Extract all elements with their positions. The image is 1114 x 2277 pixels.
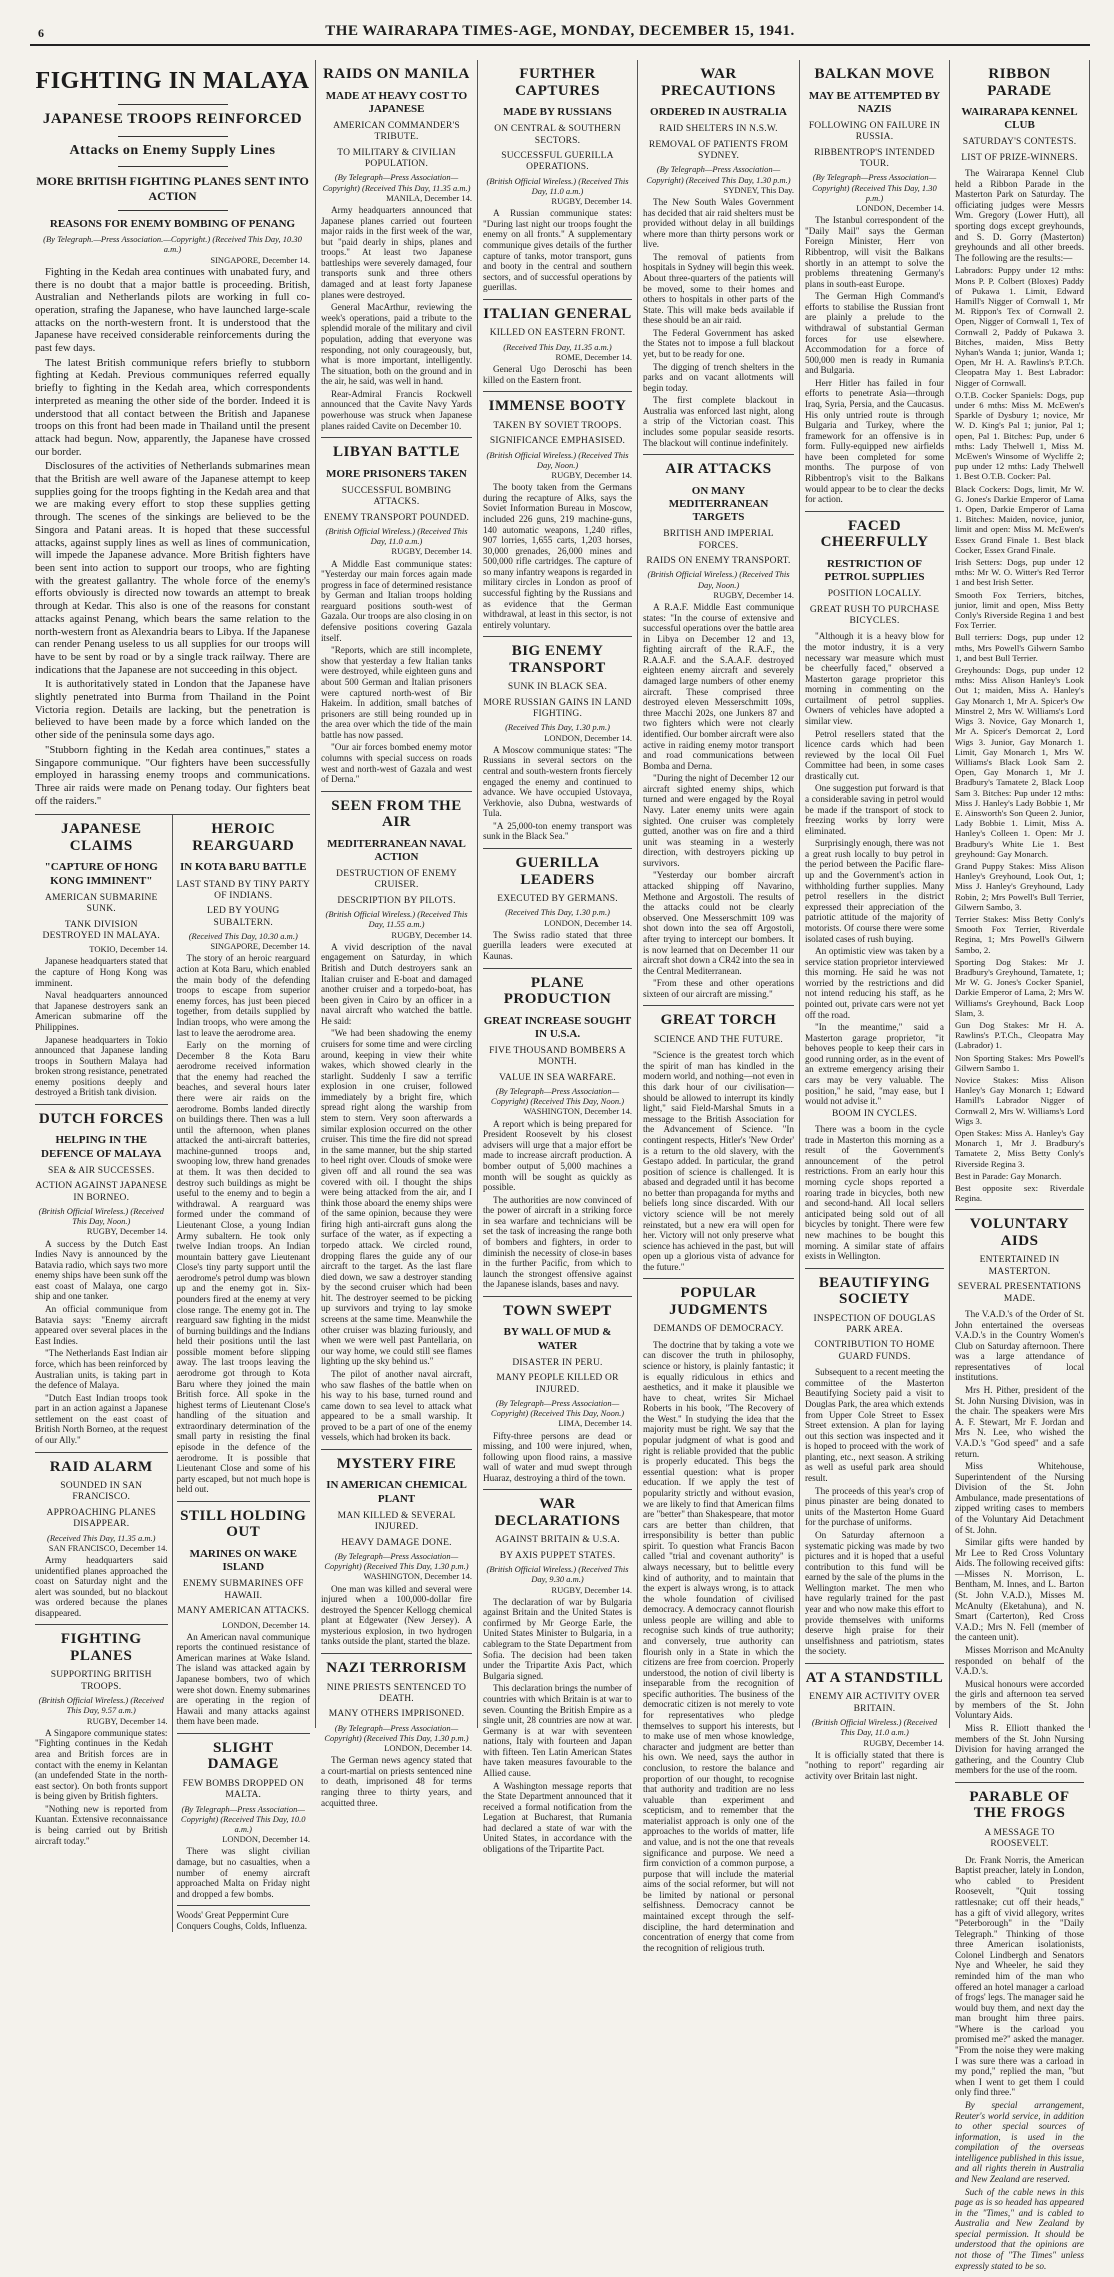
paragraph: The Federal Government has asked the States not to impose a full blackout yet, but to be ready for one.	[643, 327, 794, 360]
article-slight-damage	[177, 1734, 311, 1906]
article-immense-booty	[483, 392, 632, 637]
deck: SUNK IN BLACK SEA.	[507, 682, 608, 693]
article-mystery-fire	[321, 1450, 472, 1654]
headline: WAR PRECAUTIONS	[661, 66, 776, 99]
credit: (By Telegraph—Press Association—Copyright) (Received This Day, 1.30 p.m.)	[646, 164, 791, 185]
paragraph: Such of the cable news in this page as is so headed has appeared in the "Times," and is cabled to Australia and New Zealand by special permission. It should be understood that the opinions are not those of "The Times" unless expressly stated to be so.	[955, 2186, 1084, 2271]
paragraph: "Science is the greatest torch which the spirit of man has kindled in the modern world, and nothing—not even in this dark hour of our civilisation—should be allowed to interrupt its kindly light," said Field-Marshal Smuts in a message to the British Association for the Advancement of Science. "In contingent respects, Hitler's 'New Order' is a return to the old slavery, with the Gestapo added. In particular, the grand position of science is challenged. It is abased and degraded until it has become no better than propaganda for myths and beliefs long since discarded. With our victory science will be not merely reinstated, but a new era will open for her. Victory will not only preserve what science has achieved in the past, but will open up a glorious vista of advance for the future."	[643, 1050, 794, 1272]
headline: PARABLE OF THE FROGS	[969, 1788, 1070, 1822]
paragraph: The German news agency stated that a court-martial on priests sentenced nine to death, imprisoned 48 for terms ranging three to thirty years, and acquitted three.	[321, 1755, 472, 1808]
results-paragraph: Non Sporting Stakes: Mrs Powell's Gilwern Sambo 1.	[955, 1052, 1084, 1073]
deck: SATURDAY'S CONTESTS.	[962, 137, 1077, 148]
deck: REMOVAL OF PATIENTS FROM SYDNEY.	[648, 139, 789, 161]
credit: (By Telegraph—Press Association—Copyright) (Received This Day, Noon.)	[490, 1086, 625, 1107]
headline: WAR DECLARATIONS	[494, 1496, 621, 1529]
results-paragraph: O.T.B. Cocker Spaniels: Dogs, pup under 6 mths: Miss M. McEwen's Sparkle of Dysbury 1; novice, Mr W. D. King's Pal 1; junior, Pal 1; open, Pal 1. Bitches: Pup, under 6 mths: Lady Thelwell 1, Miss M. McEwen's Winsome of Wycliffe 2; pup under 12 mths: Lady Thelwell 1. Best O.T.B. Cocker: Pal.	[955, 389, 1084, 482]
deck: SUCCESSFUL BOMBING ATTACKS.	[341, 485, 452, 508]
headline: PLANE PRODUCTION	[503, 974, 612, 1008]
deck: LAST STAND BY TINY PARTY OF INDIANS.	[176, 879, 310, 901]
headline: HEROIC REARGUARD	[192, 821, 295, 854]
headline: FIGHTING PLANES	[60, 1631, 142, 1664]
headline: MYSTERY FIRE	[336, 1455, 457, 1472]
paragraph: "From these and other operations sixteen of our aircraft are missing."	[643, 978, 794, 999]
headline: GREAT TORCH	[660, 1012, 777, 1029]
masthead	[30, 22, 1090, 46]
headline: RIBBON PARADE	[987, 66, 1052, 99]
dateline: LONDON, December 14.	[384, 1743, 472, 1754]
credit: (British Official Wireless.) (Received This Day, Noon.)	[647, 569, 790, 590]
deck: BY AXIS PUPPET STATES.	[499, 1550, 616, 1561]
deck: MAY BE ATTEMPTED BY NAZIS	[808, 89, 941, 115]
deck: VALUE IN SEA WARFARE.	[499, 1072, 616, 1083]
dateline: RUGBY, December 14.	[86, 1715, 168, 1726]
headline: TOWN SWEPT	[503, 1302, 612, 1319]
deck: SEVERAL PRESENTATIONS MADE.	[957, 1282, 1082, 1304]
results-paragraph: Terrier Stakes: Miss Betty Conly's Smooth Fox Terrier, Riverdale Regina, 1; Mrs Powell's Gilwern Sambo, 2.	[955, 913, 1084, 955]
headline: LIBYAN BATTLE	[333, 444, 460, 461]
paragraph: General Ugo Deroschi has been killed on the Eastern front.	[483, 364, 632, 385]
deck: ENEMY TRANSPORT POUNDED.	[323, 512, 470, 523]
credit: (By Telegraph—Press Association—Copyright) (Received This Day, 1.30 p.m.)	[324, 1722, 469, 1743]
paragraph: The first complete blackout in Australia was enforced last night, along a strip of the Victorian coast. This includes some popular seaside resorts. The blackout will continue indefinitely.	[643, 395, 794, 448]
dateline: SYDNEY, This Day.	[723, 184, 794, 195]
deck: ENEMY SUBMARINES OFF HAWAII.	[182, 1579, 304, 1601]
article-raid-alarm	[35, 1453, 168, 1626]
deck: WAIRARAPA KENNEL CLUB	[961, 106, 1078, 132]
results-paragraph: Novice Stakes: Miss Alison Hanley's Gay Monarch 1; Edward Hamill's Labrador Nigger of Cornwall 2, Mrs W. Williams's Lord Wigs 3.	[955, 1075, 1084, 1126]
article-at-a-standstill	[805, 1664, 944, 1788]
dateline: RUGBY, December 14.	[713, 589, 794, 600]
article-great-torch	[643, 1006, 794, 1279]
paragraph: An optimistic view was taken by a service station proprietor interviewed this morning. He said he was not worried by the restrictions and did not intend reducing his staff, as he pointed out, private cars were not yet off the road.	[805, 946, 944, 1020]
paragraph: "Dutch East Indian troops took part in an action against a Japanese settlement on the east coast of British North Borneo, at the request of our Ally."	[35, 1392, 168, 1445]
deck: LIST OF PRIZE-WINNERS.	[961, 152, 1078, 163]
results-paragraph: Irish Setters: Dogs, pup under 12 mths: Mr W. O. Witter's Red Terror 1 and best Irish Setter.	[955, 557, 1084, 588]
credit: (Received This Day, 10.30 a.m.)	[188, 931, 298, 942]
article-heroic-rearguard	[177, 815, 311, 1502]
deck: AGAINST BRITAIN & U.S.A.	[495, 1535, 620, 1546]
page-number: 6	[38, 26, 44, 40]
column-6	[950, 60, 1090, 2271]
dateline: WASHINGTON, December 14.	[523, 1106, 632, 1117]
article-fighting-in-malaya	[35, 60, 310, 815]
deck: SOUNDED IN SAN FRANCISCO.	[60, 1481, 143, 1503]
dateline: TOKIO, December 14.	[89, 944, 168, 955]
results-paragraph: Gun Dog Stakes: Mr H. A. Rawlins's P.T.Ch., Cleopatra May (Labrador) 1.	[955, 1019, 1084, 1051]
headline: SLIGHT DAMAGE	[207, 1739, 279, 1773]
article-still-holding-out	[177, 1502, 311, 1734]
paragraph: The Istanbul correspondent of the "Daily Mail" says the German Foreign Minister, Herr von Ribbentrop, will visit the Balkans shortly in an attempt to solve the problems threatening Germany's plans in south-east Europe.	[805, 215, 944, 289]
article-parable-of-the-frogs	[955, 1783, 1084, 2277]
deck: FOLLOWING ON FAILURE IN RUSSIA.	[808, 120, 941, 143]
dateline: LONDON, December 14.	[222, 1619, 310, 1630]
deck: CONTRIBUTION TO HOME GUARD FUNDS.	[814, 1340, 935, 1362]
dateline: ROME, December 14.	[555, 352, 632, 363]
paragraph: "Our air forces bombed enemy motor columns with special success on roads west and north-west of Gazala and west of Derna."	[321, 742, 472, 785]
paragraph: The doctrine that by taking a vote we can discover the truth in philosophy, science or history, is plainly fantastic; it is equally ridiculous in ethics and aesthetics, and it make it plausible we have to cheat, writes Sir Michael Roberts in his book, "The Recovery of the West." In studying the idea that the majority must be right. We say that the popular judgment of what is good and right is reliable provided that the public is properly educated. This begs the essential question: what is proper education. If we apply the test of popularity strictly and without evasion, we are likely to find that American films are "better" than Shakespeare, that motor cars are better than children, that irresponsibility is better than public spirit. To question what Francis Bacon called "trial and covenant authority" is always necessary, but to belittle every kind of authority, and to maintain that the expert is always wrong, is to attack the whole foundation of civilised democracy. A democracy cannot flourish unless people are willing and able to recognise such kinds of true authority; and conversely, true authority can flourish only in a State in which the citizens are free from coercion. Properly understood, the notion of civil liberty is inseparable from the recognition of specific authorities. The business of the democratic citizen is not merely to vote for representatives who pledge themselves to support his interests, but to make use of men whose knowledge, character and judgment are better than his own. We need, says the author in conclusion, to restore the balance and proportion of our thought, to recognise that authority and tradition are no less valuable than experiment and scepticism, and to remember that the materialist approach is only one of the approaches to the worlds of matter, life and value, and is not the one that reveals significance and purpose. We need a firm conviction of a common purpose, a purpose that will include the material aims of the social reformer, but will not be limited by national or personal selfishness. Democracy cannot be maintained except through the self-discipline, the hard determination and concentration of energy that come from the recognition of religious truth.	[643, 1339, 794, 1953]
deck: EXECUTED BY GERMANS.	[497, 894, 618, 905]
credit: (By Telegraph—Press Association—Copyright) (Received This Day, 1.30 p.m.)	[324, 1551, 469, 1572]
paragraph: Fifty-three persons are dead or missing, and 100 were injured, when, following upon flood rains, a massive wall of water and mud swept through Huaraz, destroying a third of the town.	[483, 1430, 632, 1483]
dateline: MANILA, December 14.	[386, 192, 472, 203]
deck: MORE BRITISH FIGHTING PLANES SENT INTO ACTION	[36, 174, 309, 203]
paragraph: "Nothing new is reported from Kuantan. Extensive reconnaissance is being carried out by British aircraft today."	[35, 1803, 168, 1846]
headline: AIR ATTACKS	[665, 461, 772, 478]
paragraph: A success by the Dutch East Indies Navy is announced by the Batavia radio, which says two more enemy ships have been sunk off the east coast of Malaya, one cargo ship and one tanker.	[35, 1238, 168, 1302]
dateline: RUGBY, December 14.	[551, 1584, 632, 1595]
paragraph: Rear-Admiral Francis Rockwell announced that the Cavite Navy Yards powerhouse was struck when Japanese planes raided Cavite on December 10.	[321, 388, 472, 431]
deck: TANK DIVISION DESTROYED IN MALAYA.	[42, 919, 160, 941]
paragraph: A Moscow communique states: "The Russians in several sectors on the central and south-western fronts fiercely engaged the enemy and continued to advance. We have occupied Ustovaya, Verkhovie, also Dubna, westwards of Tula.	[483, 744, 632, 819]
paragraph: Similar gifts were handed by Mr Lee to Red Cross Voluntary Aids. The following received gifts:—Misses N. Morrison, L. Bentham, M. Innes, and L. Barton (St. John V.A.D.), Misses M. McAnulty (Eketahuna), and N. Smart (Carterton), Red Cross V.A.D.; Mrs N. Fell (member of the canteen unit).	[955, 1537, 1084, 1643]
paragraph: Japanese headquarters in Tokio announced that Japanese landing troops in Southern Malaya had broken strong resistance, penetrated enemy positions deeply and destroyed a British tank division.	[35, 1034, 168, 1098]
dateline: RUGBY, December 14.	[551, 470, 632, 481]
deck: KILLED ON EASTERN FRONT.	[489, 328, 626, 339]
paragraph: "Stubborn fighting in the Kedah area continues," states a Singapore communique. "Our fighters have been successfully employed in harassing enemy troops and communications. Three air raids were made on Penang today. Our fighters beat off the raiders."	[35, 744, 310, 807]
headline: NAZI TERRORISM	[326, 1660, 467, 1677]
credit: (British Official Wireless.) (Received This Day, Noon.)	[38, 1206, 164, 1227]
paragraph: The authorities are now convinced of the power of aircraft in a striking force in sea warfare and technicians will be set the task of increasing the range both of bombers and fighters, in order to diminish the necessity of close-in bases in the further Pacific, from which to launch the strongest offensive against the Japanese islands, bases and navy.	[483, 1194, 632, 1290]
dateline: SINGAPORE, December 14.	[210, 941, 310, 952]
deck: MAN KILLED & SEVERAL INJURED.	[337, 1510, 456, 1533]
headline: RAID ALARM	[49, 1458, 153, 1475]
deck: RAID SHELTERS IN N.S.W.	[659, 124, 778, 135]
results-paragraph: Black Cockers: Dogs, limit, Mr W. G. Jones's Darkie Emperor of Lama 1. Open, Darkie Emperor of Lama 1. Bitches: Maiden, novice, junior, limit and open: Miss M. McEwen's Essex Grand Finale 1. Best black Cocker, Essex Grand Finale.	[955, 483, 1084, 555]
deck: RESTRICTION OF PETROL SUPPLIES	[824, 557, 925, 583]
deck: MORE PRISONERS TAKEN	[326, 467, 467, 480]
deck: DEMANDS OF DEMOCRACY.	[653, 1324, 784, 1335]
article-town-swept	[483, 1297, 632, 1491]
deck: DISASTER IN PERU.	[512, 1357, 603, 1368]
paragraph: On Saturday afternoon a systematic picking was made by two pictures and it is hoped that a useful contribution to this fund will be earned by the sale of the plums in the Wellington market. The men who have regularly trained for the past year and who now make this effort to provide themselves with uniforms deserve high praise for their unselfishness and patriotism, states the society.	[805, 1529, 944, 1657]
deck: MADE AT HEAVY COST TO JAPANESE	[325, 89, 468, 115]
results-paragraph: Smooth Fox Terriers, bitches, junior, limit and open, Miss Betty Conly's Riverside Regina 1 and best Fox Terrier.	[955, 589, 1084, 631]
deck: Attacks on Enemy Supply Lines	[69, 142, 276, 158]
article-guerilla-leaders	[483, 849, 632, 969]
dateline: LONDON, December 14.	[222, 1834, 310, 1845]
paragraph: "A 25,000-ton enemy transport was sunk in the Black Sea."	[483, 820, 632, 842]
paragraph: A Washington message reports that the State Department announced that it received a formal notification from the Legation at Bucharest, that Rumania had declared a state of war with the United States, in accordance with the obligations of the Tripartite Pact.	[483, 1780, 632, 1855]
deck: MANY PEOPLE KILLED OR INJURED.	[496, 1373, 619, 1395]
credit: (By Telegraph—Press Association—Copyright) (Received This Day, Noon.)	[490, 1397, 625, 1419]
column-2	[316, 60, 478, 1808]
dateline: RUGBY, December 14.	[86, 1226, 168, 1237]
column-5	[800, 60, 950, 1781]
deck: MEDITERRANEAN NAVAL ACTION	[327, 837, 466, 863]
credit: (By Telegraph.—Press Association.—Copyright.) (Received This Day, 10.30 a.m.)	[43, 234, 302, 255]
deck: ENEMY AIR ACTIVITY OVER BRITAIN.	[809, 1692, 940, 1714]
dateline: LONDON, December 14.	[856, 203, 944, 213]
paragraph: Fighting in the Kedah area continues with unabated fury, and there is no doubt that a major battle is proceeding. British, Australian and Netherlands pilots are working in full co-operation, strafing the Japanese, who have launched large-scale attacks on the north-western front. It is understood that the Japanese have received considerable reinforcements during the past few days.	[35, 266, 310, 355]
deck: ON MANY MEDITERRANEAN TARGETS	[668, 484, 769, 524]
article-raids-on-manila	[321, 60, 472, 438]
article-voluntary-aids	[955, 1210, 1084, 1782]
article-ribbon-parade	[955, 60, 1084, 1210]
paragraph: The story of an heroic rearguard action at Kota Baru, which enabled the main body of the defending troops to escape from superior enemy forces, has just been pieced together, from details supplied by Indian troops, who were among the last to leave the aerodrome area.	[176, 953, 310, 1038]
deck: TAKEN BY SOVIET TROOPS.	[493, 420, 622, 431]
article-dutch-forces	[35, 1105, 168, 1453]
paragraph: It is officially stated that there is "nothing to report" regarding air activity over Britain last night.	[805, 1749, 944, 1781]
paragraph: "During the night of December 12 our aircraft sighted enemy ships, which turned and were engaged by the Royal Navy. Later enemy units were again sighted. One cruiser was completely gutted, another was on fire and a third unit was steaming in a westerly direction, with destroyers picking up survivors.	[643, 773, 794, 868]
paragraph: Dr. Frank Norris, the American Baptist preacher, lately in London, who cabled to President Roosevelt, "Quit tossing rattlesnake; cut off their heads," has a gift of vivid allegory, writes "Peterborough" in the "Daily Telegraph." Thinking of those three American isolationists, Colonel Lindbergh and Senators Nye and Wheeler, he said they reminded him of the man who offered an hotel manager a carload of frogs' legs. The manager said he would buy them, and next day the man brought him three pairs. "Where is the carload you promised me?" asked the manager. "From the noise they were making I was sure there was a carload in my pond," replied the man, "but when I went to get them I could only find three."	[955, 1854, 1084, 2098]
deck: MANY AMERICAN ATTACKS.	[177, 1606, 310, 1617]
deck: JAPANESE TROOPS REINFORCED	[42, 111, 303, 128]
paragraph: The declaration of war by Bulgaria against Britain and the United States is confirmed by Mr George Earle, the United States Minister to Bulgaria, in a cablegram to the State Department from Sofia. The decision had been taken under the Tripartite Axis Pact, which Bulgaria signed.	[483, 1596, 632, 1681]
paragraph: A Middle East communique states: "Yesterday our main forces again made progress in face of determined resistance by German and Italian troops holding rearguard positions south-west of Gazala. Our troops are also closing in on defensive positions covering Gazala itself.	[321, 558, 472, 643]
deck: MADE BY RUSSIANS	[503, 106, 612, 118]
credit: (By Telegraph—Press Association—Copyright) (Received This Day, 11.35 a.m.)	[322, 172, 471, 193]
deck: BY WALL OF MUD & WATER	[503, 1326, 612, 1352]
article-fighting-planes	[35, 1625, 168, 1852]
paragraph: A Singapore communique states: "Fighting continues in the Kedah area and British forces are in contact with the enemy in Kelantan (an undefended State in the north-east sector). On both fronts support is being given by British fighters.	[35, 1727, 168, 1802]
article-faced-cheerfully	[805, 512, 944, 1269]
paragraph: Musical honours were accorded the girls and afternoon tea served by members of the St. John Voluntary Aids.	[955, 1678, 1084, 1721]
paragraph: An American naval communique reports the continued resistance of American marines at Wake Island. The island was attacked again by Japanese bombers, two of which were shot down. Enemy submarines are operating in the region of Hawaii and many attacks against them have been made.	[176, 1631, 310, 1727]
deck: HEAVY DAMAGE DONE.	[341, 1537, 452, 1548]
headline: BALKAN MOVE	[814, 66, 935, 82]
paragraph: Misses Morrison and McAnulty responded on behalf of the V.A.D.'s.	[955, 1644, 1084, 1677]
paragraph: The booty taken from the Germans during the recapture of Alks, says the Soviet Information Bureau in Moscow, included 226 guns, 219 machine-guns, 140 automatic weapons, 1,240 rifles, 907 lorries, 1,655 carts, 1,203 horses, 30,000 grenades, 26,000 mines and 500,000 rifle cartridges. The capture of so many infantry weapons is regarded in military circles in London as proof of successful fighting by the Russians and as evidence that the German withdrawal, at least in this sector, is not entirely voluntary.	[483, 482, 633, 630]
deck: ACTION AGAINST JAPANESE IN BORNEO.	[35, 1181, 168, 1203]
article-balkan-move	[805, 60, 944, 512]
paragraph: A R.A.F. Middle East communique states: "In the course of extensive and successful operations over the battle area in Libya on December 12 and 13, fighting aircraft of the R.A.F., the R.A.A.F. and the S.A.A.F. destroyed eighteen enemy aircraft and severely damaged large numbers of other enemy aircraft. These comprised three destroyed eleven Messerschmitt 109s, three Macchi 202s, one Junkers 87 and two fighters which were not clearly identified. Our bomber aircraft were also active in raiding enemy motor transport and road communications between Bomba and Derna.	[643, 602, 794, 771]
deck: FIVE THOUSAND BOMBERS A MONTH.	[489, 1045, 626, 1068]
deck: GREAT INCREASE SOUGHT IN U.S.A.	[483, 1014, 632, 1040]
paragraph: Herr Hitler has failed in four efforts to penetrate Asia—through Iraq, Syria, Persia, and the Caucasus. His only untried route is through Bulgaria and Turkey, where the framework for an offensive is in form. Fully-equipped new airfields have been completed for some months. The purpose of von Ribbentrop's visit to the Balkans would appear to be to clear the decks for action.	[805, 377, 944, 505]
headline: ITALIAN GENERAL	[483, 305, 632, 322]
paragraph: "Reports, which are still incomplete, show that yesterday a few Italian tanks were destroyed, while eighteen guns and about 500 German and Italian prisoners were captured north-west of Bir Hakeim. In addition, small batches of prisoners are still being rounded up in the area over which the tide of the main battle has now passed.	[321, 645, 472, 740]
headline: IMMENSE BOOTY	[488, 398, 627, 415]
credit: (British Official Wireless.) (Received This Day, 11.0 a.m.)	[486, 175, 629, 196]
masthead-title: THE WAIRARAPA TIMES-AGE, MONDAY, DECEMBER 15, 1941.	[325, 23, 795, 39]
credit: (British Official Wireless.) (Received This Day, Noon.)	[486, 449, 629, 470]
dateline: LONDON, December 14.	[544, 917, 632, 928]
credit: (Received This Day, 1.30 p.m.)	[505, 722, 610, 733]
deck: SEA & AIR SUCCESSES.	[48, 1165, 155, 1176]
column-3	[478, 60, 638, 1855]
paragraph: The proceeds of this year's crop of pinus pinaster are being donated to units of the Masterton Home Guard for the purchase of uniforms.	[805, 1485, 944, 1528]
credit: (Received This Day, 11.35 a.m.)	[503, 341, 612, 352]
headline: RAIDS ON MANILA	[323, 66, 470, 82]
headline: POPULAR JUDGMENTS	[669, 1285, 768, 1318]
paragraph: Japanese headquarters stated that the capture of Hong Kong was imminent.	[35, 956, 168, 988]
deck: RIBBENTROP'S INTENDED TOUR.	[814, 147, 935, 170]
results-paragraph: Sporting Dog Stakes: Mr J. Bradbury's Greyhound, Tamatete, 1; Mr W. G. Jones's Cocker Spaniel, Darkie Emperor of Lama, 2; Mrs W. Williams's Greyhound, Back Loop Slam, 3.	[955, 956, 1084, 1018]
paragraph: "Although it is a heavy blow for the motor industry, it is a very necessary war measure which must be cheerfully faced," observed a Masterton garage proprietor this morning in commenting on the curtailment of petrol supplies. Owners of vehicles have adopted a similar view.	[805, 631, 944, 726]
paragraph: Subsequent to a recent meeting the committee of the Masterton Beautifying Society paid a visit to Douglas Park, the area which extends from Upper Cole Street to Essex Street extension. A plan for laying out this section was inspected and it is hoped to proceed with the work of planting, etc., next season. A striking as well as useful park area should result.	[805, 1367, 944, 1484]
credit: (British Official Wireless.) (Received This Day, 11.55 a.m.)	[325, 909, 468, 930]
credit: (British Official Wireless.) (Received This Day, 9.30 a.m.)	[486, 1564, 629, 1585]
results-paragraph: Greyhounds: Dogs, pup under 12 mths: Miss Alison Hanley's Look Out 1; maiden, Miss A. Hanley's Gay Monarch 1, Mr A. Spicer's Ow Minstrel 2, Mrs W. Williams's Lord Wigs 3. Novice, Gay Monarch 1, Mr A. Spicer's Demorcat 2, Lord Wigs 3. Junior, Gay Monarch 1. Limit, Gay Monarch 1, Mrs W. Williams's Black Look Sam 2. Open, Gay Monarch 1, Mr J. Bradbury's Tamatete 2, Black Loop Sam 3. Bitches: Pup under 12 mths: Miss J. Hanley's Lady Bobbie 1, Mr E. Ainsworth's Son Queen 2. Junior, Lady Bobbie 1. Limit, Miss A. Hanley's Colleen 1. Open: Mr J. Bradbury's White Lie 1. Best greyhound: Gay Monarch.	[955, 665, 1084, 859]
article-italian-general	[483, 300, 632, 392]
deck: SUCCESSFUL GUERILLA OPERATIONS.	[501, 150, 614, 173]
paragraph: The German High Command's efforts to stabilise the Russian front are plainly a prelude to the withdrawal of substantial German forces for use elsewhere. Accommodation for a force of 500,000 men is ready in Rumania and Bulgaria.	[805, 291, 944, 376]
deck: REASONS FOR ENEMY BOMBING OF PENANG	[49, 218, 296, 231]
dateline: RUGBY, December 14.	[863, 1737, 944, 1748]
deck: LED BY YOUNG SUBALTERN.	[207, 906, 280, 928]
headline: AT A STANDSTILL	[805, 1669, 944, 1686]
paragraph: A report which is being prepared for President Roosevelt by his closest advisers will urge that a major effort be made to increase aircraft production. A bomber output of 5,000 machines a month will be sought as quickly as possible.	[483, 1118, 632, 1193]
headline: FIGHTING IN MALAYA	[35, 68, 310, 94]
paragraph: The Swiss radio stated that three guerilla leaders were executed at Kaunas.	[483, 929, 632, 961]
paragraph: "The Netherlands East Indian air force, which has been reinforced by Australian units, is taking part in the defence of Malaya.	[35, 1348, 168, 1391]
article-big-enemy-transport	[483, 637, 632, 849]
paragraph: Disclosures of the activities of Netherlands submarines mean that the British are well aware of the Japanese attempt to keep supplies going for the troops fighting in the Kedah area and that we are making every effort to stop these supplies getting through. The scenes of the sinkings are believed to be the Singora and Patani areas. It is hoped that these successful attacks, against supply lines as well as lines of communication, will impede the Japanese advance. More British fighters have been sent into action to support our troops, who are fighting with the greatest gallantry. The whole force of the enemy's efforts obviously is directed now towards an attempt to break through at Kedar. This also is one of the reasons for constant attacks against Penang, which bears the same relation to the north-western front as Alexandria bears to Libya. If the Japanese can render Penang useless to us all supplies for our troops will have to be sent by road or by a single track railway. There are indications that the Japanese are not succeeding in this object.	[35, 461, 310, 676]
deck: "CAPTURE OF HONG KONG IMMINENT"	[44, 861, 158, 887]
paragraph: Surprisingly enough, there was not a great rush locally to buy petrol in the period between the Pacific flare-up and the Government's action in withholding further supplies. Many petrol resellers in the district expressed their appreciation of the patriotic attitude of the majority of motorists. Of course there were some isolated cases of rush buying.	[805, 838, 944, 944]
deck: BRITISH AND IMPERIAL FORCES.	[663, 529, 774, 551]
paragraph: "We had been shadowing the enemy cruisers for some time and were circling around, keeping in view their white wakes, which showed clearly in the starlight. Suddenly I saw a terrific explosion in one cruiser, followed immediately by a bright fire, which spread right along the warship from stem to stern. Very soon afterwards a similar explosion occurred on the other cruiser. This time the fire did not spread in the same manner, but the ship started to heel right over. Clouds of smoke were given off and all round the sea was covered with oil. I thought the ships were being attacked from the air, and I think those aboard the enemy ships were of the same opinion, because they were firing high anti-aircraft guns along the surface of the water, as if expecting a torpedo attack. We circled round, dropping flares the guide any of our aircraft to the target. As the last flare died down, we saw a destroyer standing by the second cruiser which had been hit. The destroyer seemed to be picking up survivors and trying to lay smoke screens at the same time. Meanwhile the other cruiser was blazing furiously, and when we were well past Pantellaria, on our way home, we could still see flames lighting up the sky behind us."	[321, 1028, 472, 1367]
credit: (British Official Wireless.) (Received This Day, 11.0 a.m.)	[325, 526, 468, 547]
results-paragraph: Grand Puppy Stakes: Miss Alison Hanley's Greyhound, Look Out, 1; Miss J. Hanley's Greyhound, Lady Robin, 2; Mrs Powell's Bull Terrier, Gilwern Sambo, 3.	[955, 860, 1084, 912]
deck: IN AMERICAN CHEMICAL PLANT	[326, 1479, 467, 1505]
column-1	[30, 60, 316, 1932]
headline: JAPANESE CLAIMS	[61, 821, 142, 854]
column-4	[638, 60, 800, 1953]
dateline: RUGBY, December 14.	[391, 546, 472, 557]
paragraph: An official communique from Batavia says: "Enemy aircraft appeared over several places in the East Indies.	[35, 1304, 168, 1346]
deck: RAIDS ON ENEMY TRANSPORT.	[646, 556, 791, 567]
paragraph: "In the meantime," said a Masterton garage proprietor, "it behoves people to keep their cars in good running order, as in the event of an extreme emergency arising their cars may be very valuable. The position," he said, "may ease, but I would not advise it."	[805, 1022, 944, 1107]
dateline: SINGAPORE, December 14.	[210, 254, 310, 265]
deck: SCIENCE AND THE FUTURE.	[654, 1034, 783, 1045]
article-further-captures	[483, 60, 632, 300]
article-plane-production	[483, 969, 632, 1297]
headline: GUERILLA LEADERS	[515, 855, 600, 888]
deck: SUPPORTING BRITISH TROOPS.	[50, 1670, 152, 1692]
paragraph: There was a boom in the cycle trade in Masterton this morning as a result of the Government's announcement of the petrol restrictions. From an early hour this morning cycle shops reported a roaring trade in bicycles, both new and second-hand. All local sellers anticipated being sold out of all bicycles by tonight. There were few new machines to be bought this morning. A similar state of affairs exists in Wellington.	[805, 1124, 944, 1262]
deck: TO MILITARY & CIVILIAN POPULATION.	[337, 147, 456, 170]
deck: FEW BOMBS DROPPED ON MALTA.	[182, 1778, 304, 1801]
paragraph: By special arrangement, Reuter's world service, in addition to other special sources of information, is used in the compilation of the overseas intelligence published in this issue, and all rights therein in Australia and New Zealand are reserved.	[955, 2099, 1084, 2184]
paragraph: Petrol resellers stated that the licence cards which had been reviewed by the local Oil Fuel Committee had been, in some cases drastically cut.	[805, 728, 944, 781]
dateline: WASHINGTON, December 14.	[363, 1571, 472, 1582]
deck: POSITION LOCALLY.	[827, 589, 922, 600]
article-seen-from-the-air	[321, 792, 472, 1450]
dateline: RUGBY, December 14.	[551, 196, 632, 207]
article-libyan-battle	[321, 438, 472, 792]
paragraph: One man was killed and several were injured when a 100,000-dollar fire destroyed the Spencer Kellogg chemical plant at Edgewater (New Jersey). A mysterious explosion, in two hydrogen tanks outside the plant, started the blaze.	[321, 1583, 472, 1647]
credit: (Received This Day, 1.30 p.m.)	[505, 907, 610, 918]
deck: A MESSAGE TO ROOSEVELT.	[984, 1827, 1055, 1850]
headline: VOLUNTARY AIDS	[969, 1216, 1070, 1249]
paragraph: This declaration brings the number of countries with which Britain is at war to seven. Counting the British Empire as a single unit, 28 countries are now at war. Germany is at war with seventeen nations, Italy with fourteen and Japan with fifteen. Ten Latin American States have taken measures favourable to the Allied cause.	[483, 1683, 632, 1778]
deck: DESCRIPTION BY PILOTS.	[337, 895, 456, 906]
paragraph: Early on the morning of December 8 the Kota Baru aerodrome received information that the enemy had reached the beaches, and several hours later there were air raids on the aerodrome. Bombs landed directly on buildings there. Then was a lull until the afternoon, when planes attacked the anti-aircraft batteries, machine-gunned troops and, swooping low, threw hand grenades at them. It was then decided to destroy such buildings as might be useful to the enemy and to begin a withdrawal. A rearguard was formed under the command of Lieutenant Close, a young Indian Army subaltern. He took only twelve Indian troops. An Indian mountain battery gave Lieutenant Close's tiny party support until the aerodrome's petrol dump was blown up and the enemy got in. Six-pounders fired at the enemy at very close range. The enemy got in. The rearguard saw fighting in the midst of burning buildings and the Indians held their positions until the last possible moment before slipping away. The last troops leaving the aerodrome got through to Kota Baru where they joined the main British force. All spoke in the highest terms of Lieutenant Close's handling of the situation and extraordinary determination of the small party in resisting the final episode in the defence of the aerodrome. It is possible that Lieutenant Close and some of his party escaped, but not much hope is held out.	[176, 1040, 310, 1495]
paragraph: Mrs H. Pither, president of the St. John Nursing Division, was in the chair. The speakers were Mrs A. F. Stewart, Mr F. Jordan and Mrs N. Lee, who wished the V.A.D.'s "God speed" and a safe return.	[955, 1385, 1084, 1459]
paragraph: The removal of patients from hospitals in Sydney will begin this week. About three-quarters of the patients will be moved, some to their homes and others to hospitals in other parts of the State. This will make beds available if these should be an air raid.	[643, 251, 794, 326]
deck: GREAT RUSH TO PURCHASE BICYCLES.	[809, 604, 940, 626]
dateline: LIMA, December 14.	[558, 1418, 632, 1429]
deck: MANY OTHERS IMPRISONED.	[328, 1709, 465, 1720]
deck: MARINES ON WAKE ISLAND	[189, 1547, 297, 1574]
dateline: SAN FRANCISCO, December 14.	[48, 1542, 168, 1553]
deck: ON CENTRAL & SOUTHERN SECTORS.	[494, 124, 621, 146]
deck: SIGNIFICANCE EMPHASISED.	[489, 436, 626, 447]
paragraph: There was slight civilian damage, but no casualties, when a number of enemy aircraft approached Malta on Friday night and dropped a few bombs.	[176, 1846, 310, 1899]
dateline: RUGBY, December 14.	[391, 929, 472, 940]
article-nazi-terrorism	[321, 1654, 472, 1814]
deck: AMERICAN COMMANDER'S TRIBUTE.	[333, 120, 460, 143]
headline: DUTCH FORCES	[38, 1110, 164, 1127]
paragraph: Miss Whitehouse, Superintendent of the Nursing Division of the St. John Ambulance, made presentations of zipped writing cases to members of the Voluntary Aid Detachment of St. John.	[955, 1461, 1084, 1535]
paragraph: The pilot of another naval aircraft, who saw flashes of the battle when on his way to his base, turned round and came down to sea level to attack what appeared to be a small warship. It proved to be a part of one of the enemy vessels, which had broken its back.	[321, 1368, 472, 1443]
credit: (British Official Wireless.) (Received This Day, 9.57 a.m.)	[38, 1695, 164, 1716]
results-paragraph: Best opposite sex: Riverdale Regina.	[955, 1183, 1084, 1204]
article-beautifying-society	[805, 1269, 944, 1664]
article-japanese-claims	[35, 815, 168, 1105]
article-war-precautions	[643, 60, 794, 455]
headline: FURTHER CAPTURES	[515, 66, 600, 99]
dateline: LONDON, December 14.	[544, 732, 632, 743]
paragraph: Army headquarters said unidentified planes approached the coast on Saturday night and the alert was sounded, but no blackout was ordered because the planes disappeared.	[35, 1555, 168, 1618]
paragraph: One suggestion put forward is that a considerable saving in petrol would be made if the transport of stock to freezing works by lorry were eliminated.	[805, 783, 944, 836]
credit: (British Official Wireless.) (Received This Day, 11.0 a.m.)	[811, 1717, 938, 1738]
advertisement: Woods' Great Peppermint Cure Conquers Coughs, Colds, Influenza.	[176, 1910, 307, 1932]
deck: ENTERTAINED IN MASTERTON.	[979, 1255, 1060, 1277]
headline: BEAUTIFYING SOCIETY	[818, 1274, 931, 1308]
headline: BIG ENEMY TRANSPORT	[509, 643, 606, 676]
deck: DESTRUCTION OF ENEMY CRUISER.	[336, 869, 457, 891]
deck: HELPING IN THE DEFENCE OF MALAYA	[41, 1134, 162, 1160]
headline: SEEN FROM THE AIR	[331, 797, 462, 831]
article-war-declarations	[483, 1490, 632, 1860]
paragraph: A Russian communique states: "During last night our troops fought the enemy on all fronts." A supplementary communique gives details of the further capture of tanks, motor transport, guns and booty in the central and southern sectors, and of successful operations by guerillas.	[483, 208, 632, 293]
paragraph: General MacArthur, reviewing the week's operations, paid a tribute to the splendid morale of the military and civil population, adding that everyone was responding, not only courageously, but, what is more important, intelligently. The situation, both on the ground and in the air, he said, was well in hand.	[321, 302, 472, 387]
results-paragraph: Open Stakes: Miss A. Hanley's Gay Monarch 1, Mr J. Bradbury's Tamatete 2, Miss Betty Conly's Riverside Regina 3.	[955, 1128, 1084, 1169]
paragraph: The latest British communique refers briefly to stubborn fighting at Kedah. Previous communiques referred equally briefly to fighting in the Kedah area, which correspondents interpreted as meaning the other side of the border. Indeed it is understood that all contact between the British and Japanese troops on this front had been made in Thailand until the present attack had begun. Now, apparently, the Japanese have crossed our border.	[35, 357, 310, 458]
paragraph: The New South Wales Government has decided that air raid shelters must be provided without delay in all buildings where more than thirty persons work or live.	[643, 196, 794, 250]
paragraph: The digging of trench shelters in the parks and on vacant allotments will begin today.	[643, 361, 794, 393]
results-paragraph: Bull terriers: Dogs, pup under 12 mths, Mrs Powell's Gilwern Sambo 1, and best Bull Terrier.	[955, 632, 1084, 663]
paragraph: It is authoritatively stated in London that the Japanese have slightly penetrated into Burma from Thailand in the Point Victoria region. Details are lacking, but the penetration is believed to have been made by a force which landed on the other side of the peninsula some days ago.	[35, 679, 310, 742]
paragraph: Army headquarters announced that Japanese planes carried out fourteen major raids in the first week of the war, but "paid dearly in ships, planes and troops." At least two Japanese battleships were severely damaged, four transports sunk and three others damaged and at least forty Japanese planes were destroyed.	[321, 205, 472, 300]
results-paragraph: Best in Parade: Gay Monarch.	[955, 1170, 1062, 1181]
deck: MORE RUSSIAN GAINS IN LAND FIGHTING.	[483, 697, 632, 720]
results-paragraph: Labradors: Puppy under 12 mths: Mons P. P. Colbert (Bloxes) Paddy of Pukawa 1. Limit, Edward Hamill's Nigger of Cornwall 1, Mr M. Rippon's Tex of Cornwall 2. Open, Nigger of Cornwall 1, Tex of Cornwall 2, Paddy of Pukawa 3. Bitches, maiden, Miss Betty Nyhan's Wanda 1; junior, Wanda 1; Open, Mr H. A. Rawlins's P.T.Ch. Cleopatra May 1. Best Labrador: Nigger of Cornwall.	[955, 265, 1084, 388]
headline: STILL HOLDING OUT	[180, 1507, 307, 1541]
credit: (Received This Day, 11.35 a.m.)	[47, 1532, 156, 1543]
credit: (By Telegraph—Press Association—Copyright) (Received This Day, 1.30 p.m.)	[812, 172, 937, 203]
article-air-attacks	[643, 455, 794, 1006]
headline: FACED CHEERFULLY	[820, 517, 929, 551]
deck: NINE PRIESTS SENTENCED TO DEATH.	[326, 1682, 467, 1704]
paragraph: Naval headquarters announced that Japanese destroyers sank an American submarine off the Philippines.	[35, 990, 168, 1032]
article-popular-judgments	[643, 1279, 794, 1959]
paragraph: The V.A.D.'s of the Order of St. John entertained the overseas V.A.D.'s in the Country Women's Club on Saturday afternoon. There was a large attendance of representatives of local institutions.	[955, 1309, 1084, 1383]
deck: APPROACHING PLANES DISAPPEAR.	[46, 1507, 156, 1530]
deck: INSPECTION OF DOUGLAS PARK AREA.	[813, 1313, 936, 1336]
deck: ORDERED IN AUSTRALIA	[650, 106, 787, 118]
paragraph: A vivid description of the naval engagement on Saturday, in which British and Dutch destroyers sank an Italian cruiser and E-boat and damaged another cruiser and a torpedo-boat, has been given in Cairo by an officer in a naval aircraft who watched the battle. He said:	[321, 941, 472, 1026]
paragraph: The Wairarapa Kennel Club held a Ribbon Parade in the Masterton Park on Saturday. The officiating judges were Messrs Wm. Gregory (Lower Hutt), all sporting dogs except greyhounds, and S. D. Gorry (Masterton) greyhounds and all other breeds. The following are the results:—	[955, 168, 1084, 263]
paragraph: Miss R. Elliott thanked the members of the St. John Nursing Division for having arranged the gathering, and the Country Club members for the use of the room.	[955, 1722, 1084, 1776]
deck: IN KOTA BARU BATTLE	[180, 861, 307, 874]
subheading: BOOM IN CYCLES.	[831, 1108, 918, 1119]
paragraph: "Yesterday our bomber aircraft attacked shipping off Navarino, Methone and Argostoli. The results of the attacks could not be clearly observed. One Messerschmitt 109 was shot down into the sea off Argostoli, after trying to intercept our bombers. It is now learned that on December 11 our aircraft shot down a CR42 into the sea in the Central Mediterranean.	[643, 870, 794, 976]
credit: (By Telegraph—Press Association—Copyright) (Received This Day, 10.0 a.m.)	[180, 1803, 306, 1835]
deck: AMERICAN SUBMARINE SUNK.	[44, 892, 158, 915]
